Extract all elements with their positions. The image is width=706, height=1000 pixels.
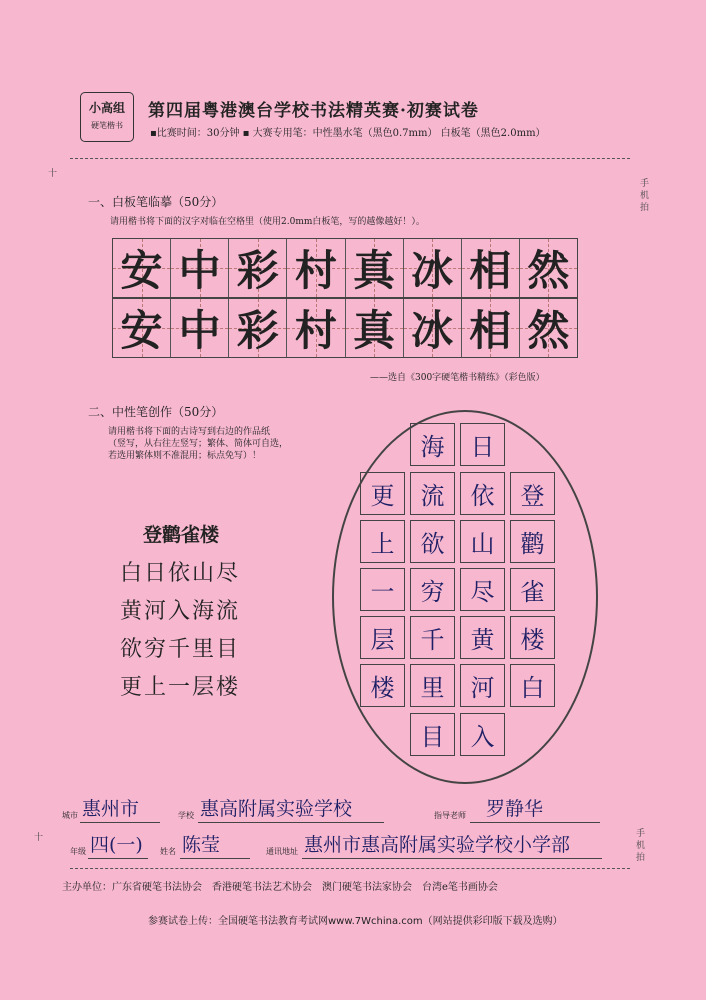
address-value: 惠州市惠高附属实验学校小学部 <box>304 834 571 856</box>
copy-char-cell: 冰 <box>404 299 462 357</box>
section2-instruction-2: （竖写，从右往左竖写；繁体、简体可自选， <box>108 439 289 449</box>
grid-cell: 河 <box>460 664 505 707</box>
badge-type: 硬笔楷书 <box>91 121 123 130</box>
grid-cell: 目 <box>410 713 455 756</box>
city-label: 城市 <box>62 811 78 820</box>
teacher-label: 指导老师 <box>434 811 466 820</box>
copy-char-cell: 然 <box>520 299 577 357</box>
model-char-cell: 然 <box>520 239 577 297</box>
poem-line: 更上一层楼 <box>120 675 241 700</box>
copy-char-row <box>112 298 578 358</box>
copy-char-cell: 中 <box>171 299 229 357</box>
grade-value: 四(一) <box>90 834 143 856</box>
bottom-cut-line <box>70 868 630 869</box>
grid-cell: 楼 <box>360 664 405 707</box>
left-top-mark: 十 <box>48 169 58 179</box>
copy-char-cell: 村 <box>287 299 345 357</box>
grid-cell: 更 <box>360 472 405 515</box>
grid-cell: 山 <box>460 520 505 563</box>
name-label: 姓名 <box>160 847 176 856</box>
model-char-cell: 冰 <box>404 239 462 297</box>
grid-cell: 入 <box>460 713 505 756</box>
grid-cell: 雀 <box>510 568 555 611</box>
model-char-cell: 安 <box>113 239 171 297</box>
model-char-cell: 村 <box>287 239 345 297</box>
teacher-value: 罗静华 <box>486 798 544 820</box>
grid-cell: 里 <box>410 664 455 707</box>
organizers: 主办单位：广东省硬笔书法协会 香港硬笔书法艺术协会 澳门硬笔书法家协会 台湾e笔书画协会 <box>62 882 498 893</box>
grid-cell: 登 <box>510 472 555 515</box>
group-badge <box>80 92 134 142</box>
grid-cell: 鹳 <box>510 520 555 563</box>
copy-char-cell: 安 <box>113 299 171 357</box>
grid-cell: 欲 <box>410 520 455 563</box>
section2-instruction-1: 请用楷书将下面的古诗写到右边的作品纸 <box>108 427 271 437</box>
grade-label: 年级 <box>70 847 86 856</box>
poem-title: 登鹳雀楼 <box>143 524 220 546</box>
source-credit: ——选自《300字硬笔楷书精练》（彩色版） <box>370 373 545 383</box>
page-title: 第四届粤港澳台学校书法精英赛·初赛试卷 <box>148 101 479 121</box>
name-value: 陈莹 <box>182 834 221 856</box>
school-value: 惠高附属实验学校 <box>200 798 353 820</box>
competition-rules: ▪比赛时间：30分钟 ▪ 大赛专用笔：中性墨水笔（黑色0.7mm） 白板笔（黑色2.0mm） <box>150 128 546 139</box>
upload-notice: 参赛试卷上传：全国硬笔书法教育考试网www.7Wchina.com（网站提供彩印版下载及选购） <box>148 916 563 927</box>
model-char-cell: 中 <box>171 239 229 297</box>
grid-cell: 穷 <box>410 568 455 611</box>
section1-instruction: 请用楷书将下面的汉字对临在空格里（使用2.0mm白板笔，写的越像越好！）。 <box>110 217 425 227</box>
top-cut-line <box>70 158 630 159</box>
teacher-underline <box>470 822 600 823</box>
grid-cell: 尽 <box>460 568 505 611</box>
right-bottom-mark: 手机拍 <box>636 829 646 863</box>
school-label: 学校 <box>178 811 194 820</box>
school-underline <box>198 822 384 823</box>
poem-line: 欲穷千里目 <box>120 637 241 662</box>
grade-underline <box>88 858 148 859</box>
grid-cell: 层 <box>360 616 405 659</box>
name-underline <box>180 858 250 859</box>
grid-cell: 千 <box>410 616 455 659</box>
model-char-cell: 彩 <box>229 239 287 297</box>
model-char-row <box>112 238 578 298</box>
right-top-mark: 手机拍 <box>640 179 650 213</box>
grid-cell: 一 <box>360 568 405 611</box>
grid-cell: 黄 <box>460 616 505 659</box>
model-char-cell: 相 <box>462 239 520 297</box>
grid-cell: 海 <box>410 423 455 466</box>
badge-level: 小高组 <box>88 101 125 115</box>
grid-cell: 上 <box>360 520 405 563</box>
left-bottom-mark: 十 <box>34 833 44 843</box>
address-label: 通讯地址 <box>266 847 298 856</box>
address-underline <box>302 858 602 859</box>
model-char-cell: 真 <box>346 239 404 297</box>
grid-cell: 日 <box>460 423 505 466</box>
grid-cell: 楼 <box>510 616 555 659</box>
poem-line: 白日依山尽 <box>120 561 241 586</box>
copy-char-cell: 真 <box>346 299 404 357</box>
section1-heading: 一、白板笔临摹（50分） <box>88 195 224 209</box>
grid-cell: 白 <box>510 664 555 707</box>
city-underline <box>80 822 160 823</box>
poem-line: 黄河入海流 <box>120 599 241 624</box>
grid-cell: 依 <box>460 472 505 515</box>
copy-char-cell: 相 <box>462 299 520 357</box>
grid-cell: 流 <box>410 472 455 515</box>
section2-instruction-3: 若选用繁体则不准混用；标点免写）！ <box>108 451 262 461</box>
copy-char-cell: 彩 <box>229 299 287 357</box>
city-value: 惠州市 <box>82 798 140 820</box>
section2-heading: 二、中性笔创作（50分） <box>88 405 224 419</box>
